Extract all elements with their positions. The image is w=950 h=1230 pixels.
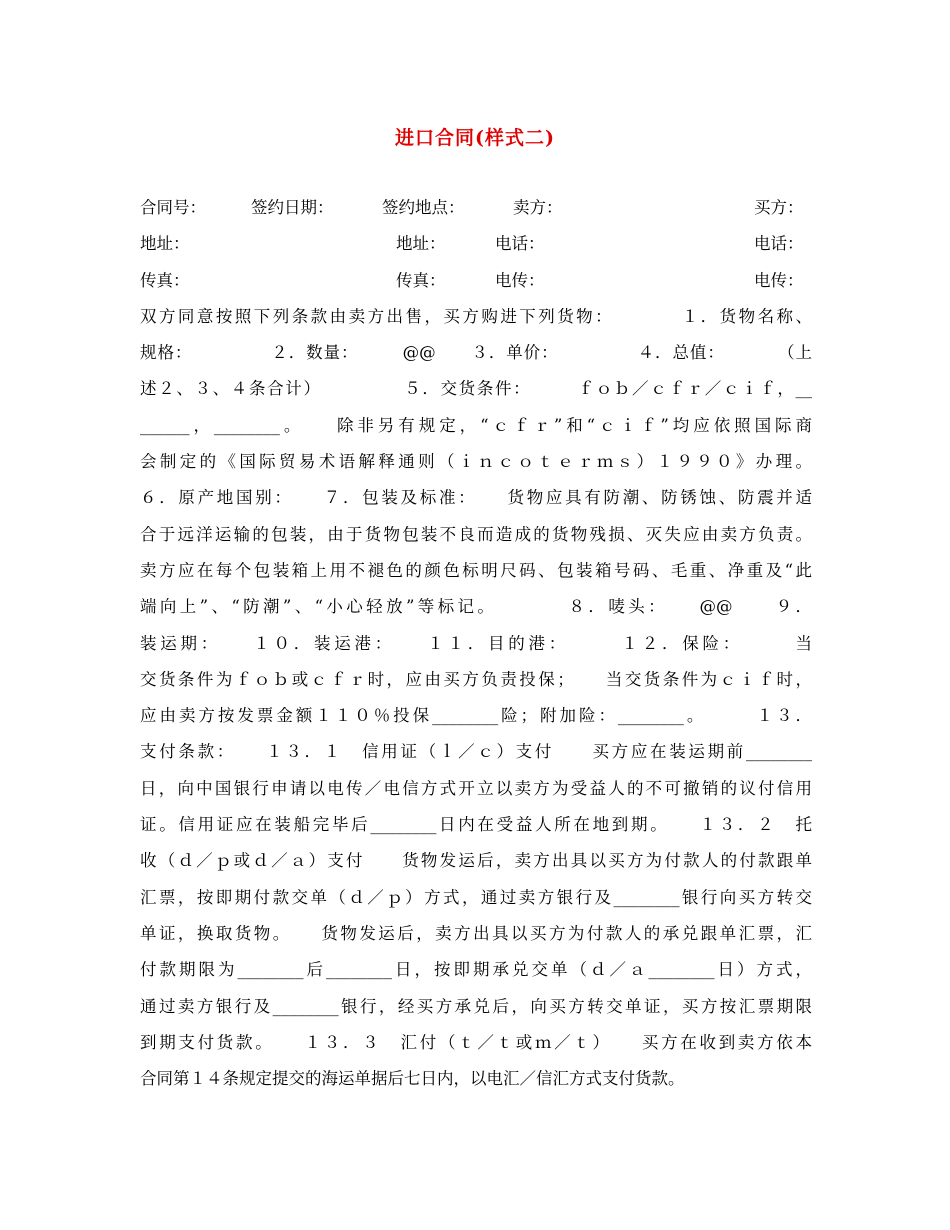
text-line: 日，向中国银行申请以电传／电信方式开立以卖方为受益人的不可撤销的议付信用 [140,778,812,798]
seller-address-label: 地址： [140,234,190,254]
contract-number-label: 合同号： [140,198,206,217]
text-line: 合于远洋运输的包装，由于货物包装不良而造成的货物残损、灭失应由卖方负责。 [140,524,812,544]
text-line: 应由卖方按发票金额１１０％投保________险；附加险：________。 １３． [140,706,812,726]
signing-place-label: 签约地点： [382,198,465,217]
text-line: ６．原产地国别： ７．包装及标准： 货物应具有防潮、防锈蚀、防震并适 [140,488,812,508]
text-line: 述２、３、４条合计） ５．交货条件： ｆｏｂ／ｃｆｒ／ｃｉｆ，__ [140,379,812,399]
seller-fax-label: 传真： [140,270,190,290]
text-line: ______，________。 除非另有规定，“ｃｆｒ”和“ｃｉｆ”均应依照国际商 [140,415,812,435]
page-title: 进口合同(样式二) [395,127,555,149]
header-row-2 [140,226,820,262]
buyer-phone-label: 电话： [754,234,804,254]
text-line: 交货条件为ｆｏｂ或ｃｆｒ时，应由买方负责投保； 当交货条件为ｃｉｆ时， [140,669,812,689]
text-line: 规格： ２．数量： @@ ３．单价： ４．总值： （上 [140,343,812,363]
contract-body [140,190,820,1097]
text-line: 汇票，按即期付款交单（ｄ／ｐ）方式，通过卖方银行及________银行向买方转交 [140,887,812,907]
header-row-3 [140,263,820,299]
buyer-label: 买方： [754,198,804,217]
text-line: 付款期限为________后________日，按即期承兑交单（ｄ／ａ________日）方式， [140,960,812,980]
text-line: 通过卖方银行及________银行，经买方承兑后，向买方转交单证，买方按汇票期限 [140,996,812,1016]
text-line: 合同第１４条规定提交的海运单据后七日内，以电汇／信汇方式支付货款。 [140,1069,685,1089]
text-line: 会制定的《国际贸易术语解释通则（ｉｎｃｏｔｅｒｍｓ）１９９０》办理。 [140,452,812,472]
buyer-address-label: 地址： [396,234,446,254]
seller-label: 卖方： [513,198,563,217]
buyer-fax-label: 传真： [396,270,446,290]
text-line: 支付条款： １３．１ 信用证（ｌ／ｃ）支付 买方应在装运期前________ [140,742,812,762]
text-line: 收（ｄ／ｐ或ｄ／ａ）支付 货物发运后，卖方出具以买方为付款人的付款跟单 [140,851,812,871]
text-line: 到期支付货款。 １３．３ 汇付（ｔ／ｔ或ｍ／ｔ） 买方在收到卖方依本 [140,1032,812,1052]
text-line: 端向上”、“防潮”、“小心轻放”等标记。 ８．唛头： @@ ９． [140,597,812,617]
text-line: 卖方应在每个包装箱上用不褪色的颜色标明尺码、包装箱号码、毛重、净重及“此 [140,560,812,580]
text-line: 装运期： １０．装运港： １１．目的港： １２．保险： 当 [140,633,812,653]
text-line: 双方同意按照下列条款由卖方出售，买方购进下列货物： １．货物名称、 [140,306,812,326]
seller-telex-label: 电传： [495,270,545,290]
seller-phone-label: 电话： [495,234,545,254]
signing-date-label: 签约日期： [251,198,334,217]
header-row-1 [140,190,820,226]
text-line: 单证，换取货物。 货物发运后，卖方出具以买方为付款人的承兑跟单汇票，汇 [140,923,812,943]
buyer-telex-label: 电传： [754,270,804,290]
text-line: 证。信用证应在装船完毕后________日内在受益人所在地到期。 １３．２ 托 [140,815,812,835]
